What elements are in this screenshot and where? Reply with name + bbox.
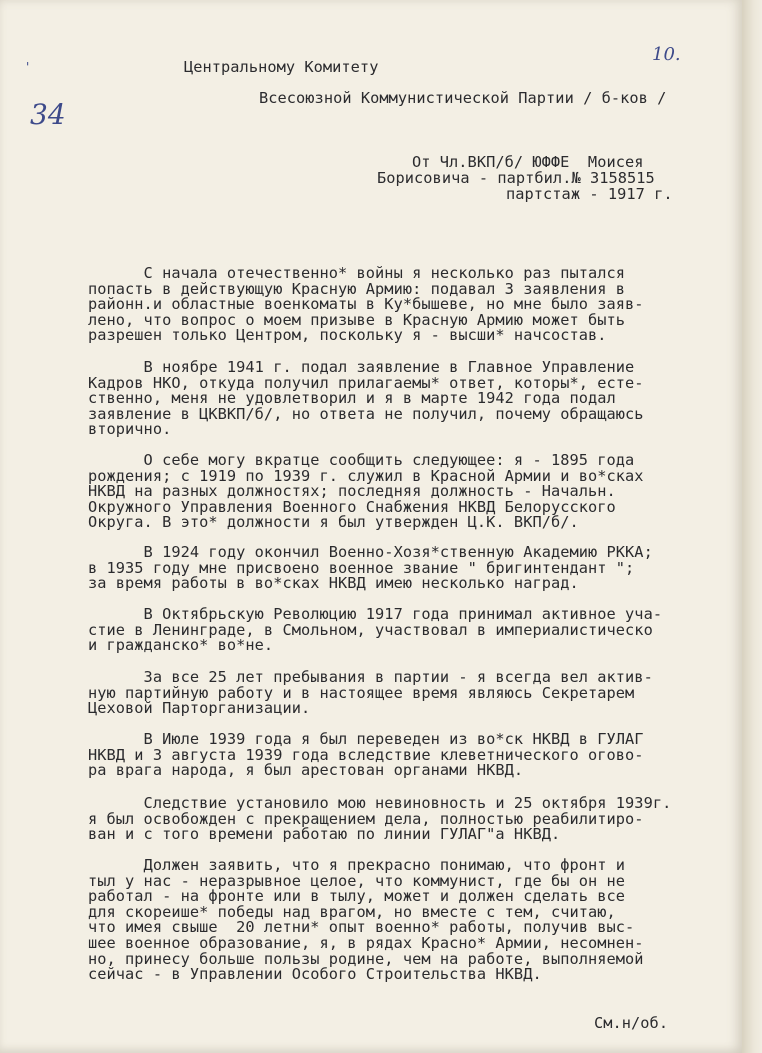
paragraph-line: ную партийную работу и в настоящее время являюсь Секретарем bbox=[88, 683, 635, 702]
paragraph-line: разрешен только Центром, поскольку я - высши* начсостав. bbox=[88, 326, 607, 345]
paragraph-line: что имея свыше 20 летни* опыт военно* работы, получив выс- bbox=[88, 918, 635, 937]
corner-mark: ' bbox=[26, 60, 30, 74]
paragraph-line: Округа. В это* должности я был утвержден Ц.К. ВКП/б/. bbox=[88, 513, 579, 532]
sender-line-3: партстаж - 1917 г. bbox=[506, 185, 673, 203]
sender-line-2: Борисовича - партбил.№ 3158515 bbox=[377, 169, 655, 187]
paragraph-line: тыл у нас - неразрывное целое, что коммунист, где бы он не bbox=[88, 871, 626, 890]
continued-overleaf: См.н/об. bbox=[594, 1014, 669, 1032]
paragraph-line: В 1924 году окончил Военно-Хозя*ственную Академию РККА; bbox=[88, 543, 653, 561]
paragraph-2 bbox=[88, 360, 644, 438]
paragraph-line: рождения; с 1919 по 1939 г. служил в Красной Армии и во*сках bbox=[88, 466, 644, 485]
paragraph-3 bbox=[88, 453, 644, 531]
folio-number: 34 bbox=[30, 98, 66, 131]
paragraph-line: За все 25 лет пребывания в партии - я всегда вел актив- bbox=[88, 668, 653, 686]
addressee-line-1: Центральному Комитету bbox=[184, 58, 379, 76]
paragraph-line: В ноябре 1941 г. подал заявление в Главное Управление bbox=[88, 358, 635, 376]
paragraph-line: Окружного Управления Военного Снабжения НКВД Белорусского bbox=[88, 497, 616, 516]
paragraph-line: для скореише* победы над врагом, но вместе с тем, считаю, bbox=[88, 902, 616, 921]
paragraph-line: Цеховой Парторганизации. bbox=[88, 699, 311, 718]
paragraph-line: лено, что вопрос о моем призыве в Красную Армию может быть bbox=[88, 310, 626, 329]
paragraph-line: и гражданско* во*не. bbox=[88, 636, 274, 655]
paragraph-5 bbox=[88, 607, 662, 654]
paragraph-line: ван и с того времени работаю по линии ГУЛАГ"а НКВД. bbox=[88, 825, 561, 844]
paragraph-line: О себе могу вкратце сообщить следующее: я - 1895 года bbox=[88, 451, 635, 469]
paragraph-line: но, принесу больше пользы родине, чем на работе, выполняемой bbox=[88, 949, 644, 968]
sender-line-1: От Чл.ВКП/б/ ЮФФЕ Моисея bbox=[412, 153, 644, 171]
paragraph-line: С начала отечественно* войны я несколько раз пытался bbox=[88, 264, 626, 282]
paragraph-line: ра врага народа, я был арестован органами НКВД. bbox=[88, 761, 524, 780]
paragraph-line: Кадров НКО, откуда получил прилагаемы* ответ, которы*, есте- bbox=[88, 373, 644, 392]
paragraph-line: Следствие установило мою невиновность и 25 октября 1939г. bbox=[88, 794, 672, 812]
paragraph-6 bbox=[88, 670, 653, 717]
paragraph-line: шее военное образование, я, в рядах Красно* Армии, несомнен- bbox=[88, 933, 644, 952]
paragraph-4 bbox=[88, 545, 653, 592]
paragraph-line: Должен заявить, что я прекрасно понимаю, что фронт и bbox=[88, 856, 626, 874]
paragraph-line: НКВД на разных должностях; последняя должность - Начальн. bbox=[88, 482, 616, 501]
page-edge bbox=[742, 0, 762, 1053]
paragraph-line: работал - на фронте или в тылу, может и должен сделать все bbox=[88, 887, 626, 906]
paragraph-line: в 1935 году мне присвоено военное звание " бригинтендант "; bbox=[88, 558, 635, 577]
paragraph-line: заявление в ЦКВКП/б/, но ответа не получил, почему обращаюсь bbox=[88, 404, 644, 423]
paragraph-line: В Июле 1939 года я был переведен из во*ск НКВД в ГУЛАГ bbox=[88, 730, 644, 748]
addressee-line-2: Всесоюзной Коммунистической Партии / б-ков / bbox=[259, 89, 667, 107]
paragraph-line: районн.и областные военкоматы в Ку*бышеве, но мне было заяв- bbox=[88, 295, 644, 314]
paragraph-line: стие в Ленинграде, в Смольном, участвовал в империалистическо bbox=[88, 620, 653, 639]
paragraph-7 bbox=[88, 732, 644, 779]
paragraph-1 bbox=[88, 266, 644, 344]
paragraph-9 bbox=[88, 858, 644, 983]
paragraph-8 bbox=[88, 796, 671, 843]
paragraph-line: попасть в действующую Красную Армию: подавал 3 заявления в bbox=[88, 279, 626, 298]
page-number: 10. bbox=[652, 44, 681, 65]
paragraph-line: за время работы в во*сках НКВД имею несколько наград. bbox=[88, 574, 579, 593]
paragraph-line: ственно, меня не удовлетворил и я в марте 1942 года подал bbox=[88, 389, 616, 408]
paragraph-line: НКВД и 3 августа 1939 года вследствие клеветнического огово- bbox=[88, 745, 644, 764]
paragraph-line: сейчас - в Управлении Особого Строительства НКВД. bbox=[88, 965, 542, 984]
paragraph-line: вторично. bbox=[88, 420, 172, 439]
paragraph-line: В Октябрьскую Революцию 1917 года принимал активное уча- bbox=[88, 605, 663, 623]
paragraph-line: я был освобожден с прекращением дела, полностью реабилитиро- bbox=[88, 809, 644, 828]
